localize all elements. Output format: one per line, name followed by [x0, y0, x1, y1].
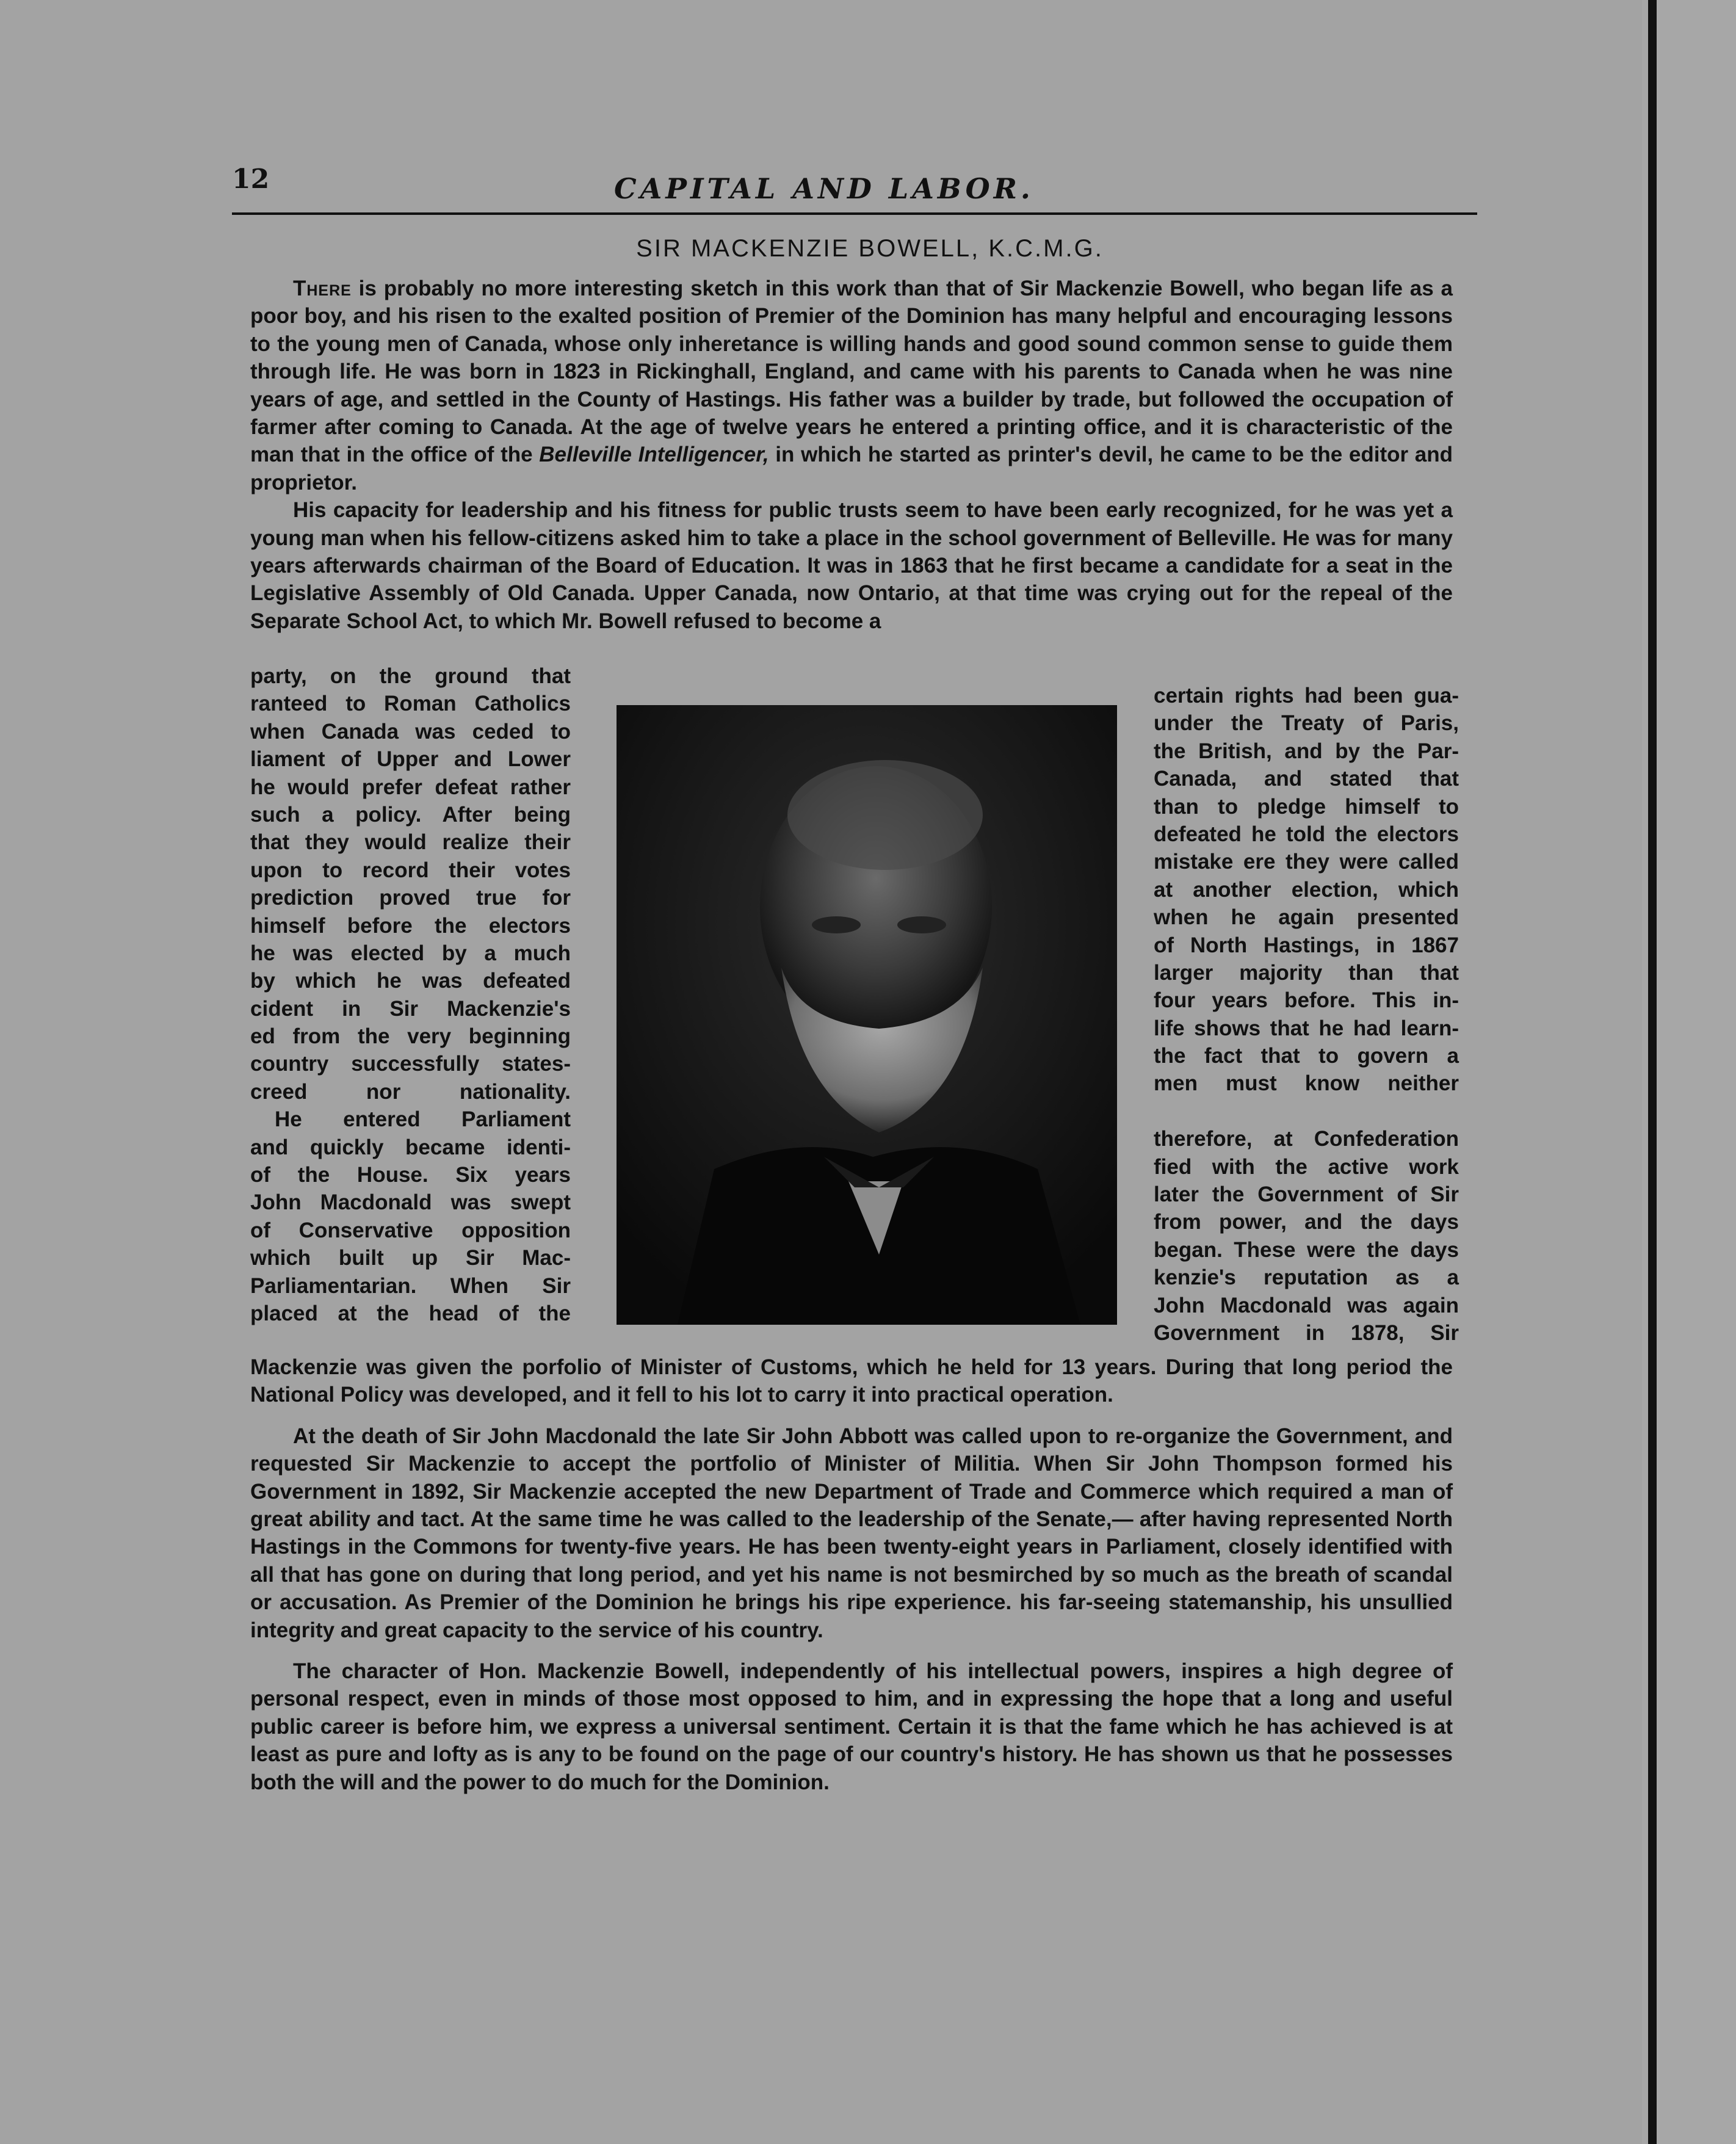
column-line: under the Treaty of Paris,: [1154, 711, 1459, 736]
column-line: upon to record their votes: [250, 858, 571, 882]
right-column: [1154, 682, 1459, 1347]
intro-paragraphs: [250, 275, 1453, 635]
drop-word: There: [293, 277, 352, 300]
column-line: the fact that to govern a: [1154, 1044, 1459, 1068]
column-line: John Macdonald was again: [1154, 1293, 1459, 1317]
column-line: four years before. This in-: [1154, 988, 1459, 1013]
column-line: Parliamentarian. When Sir: [250, 1273, 571, 1298]
portrait-photo: [617, 705, 1117, 1325]
column-line: such a policy. After being: [250, 802, 571, 827]
column-line: liament of Upper and Lower: [250, 747, 571, 772]
portrait-image: [617, 705, 1117, 1325]
closing-paragraphs: [250, 1353, 1453, 1796]
column-line: [1154, 1098, 1459, 1125]
column-line: Government in 1878, Sir: [1154, 1320, 1459, 1345]
column-line: party, on the ground that: [250, 664, 571, 688]
column-line: defeated he told the electors: [1154, 822, 1459, 846]
column-line: began. These were the days: [1154, 1237, 1459, 1262]
column-line: life shows that he had learn-: [1154, 1016, 1459, 1040]
newspaper-name: Belleville Intelligencer,: [539, 443, 769, 467]
column-line: cident in Sir Mackenzie's: [250, 996, 571, 1021]
paragraph-after-portrait: Mackenzie was given the porfolio of Minister of Customs, which he held for 13 years. During that long period the National Policy was developed, and it fell to his lot to carry it into practical operation.: [250, 1355, 1453, 1407]
column-line: when he again presented: [1154, 905, 1459, 930]
paragraph-1: There is probably no more interesting sketch in this work than that of Sir Mackenzie Bowell, who began life as a poor boy, and his risen to the exalted position of Premier of the Dominion has many helpful and encouraging lessons to the young men of Canada, whose only inheretance is willing hands and good sound common sense to guide them through life. He was born in 1823 in Rickinghall, England, and came with his parents to Canada when he was nine years of age, and settled in the County of Hastings. His father was a builder by trade, but followed the occupation of farmer after coming to Canada. At the age of twelve years he entered a printing office, and it is characteristic of the man that in the office of the Belleville Intelligencer, in which he started as printer's devil, he came to be the editor and proprietor.: [250, 277, 1453, 494]
column-line: when Canada was ceded to: [250, 719, 571, 744]
article-title: SIR MACKENZIE BOWELL, K.C.M.G.: [636, 235, 1104, 262]
column-line: later the Government of Sir: [1154, 1182, 1459, 1207]
column-line: himself before the electors: [250, 913, 571, 938]
column-line: kenzie's reputation as a: [1154, 1266, 1459, 1290]
column-line: and quickly became identi-: [250, 1135, 571, 1159]
paragraph-2: His capacity for leadership and his fitness for public trusts seem to have been early recognized, for he was yet a young man when his fellow-citizens asked him to take a place in the school government of Belleville. He was for many years afterwards chairman of the Board of Education. It was in 1863 that he first became a candidate for a seat in the Legislative Assembly of Old Canada. Upper Canada, now Ontario, at that time was crying out for the repeal of the Separate School Act, to which Mr. Bowell refused to become a: [250, 498, 1453, 633]
column-line: prediction proved true for: [250, 886, 571, 910]
column-line: which built up Sir Mac-: [250, 1246, 571, 1270]
column-line: the British, and by the Par-: [1154, 739, 1459, 763]
column-line: of Conservative opposition: [250, 1218, 571, 1242]
column-line: at another election, which: [1154, 877, 1459, 902]
column-line: of North Hastings, in 1867: [1154, 933, 1459, 957]
column-line: larger majority than that: [1154, 960, 1459, 985]
column-line: from power, and the days: [1154, 1210, 1459, 1234]
column-line: men must know neither: [1154, 1071, 1459, 1096]
column-line: fied with the active work: [1154, 1154, 1459, 1179]
column-line: placed at the head of the: [250, 1301, 571, 1325]
column-line: ed from the very beginning: [250, 1024, 571, 1049]
header-rule: [232, 212, 1477, 215]
column-line: mistake ere they were called: [1154, 850, 1459, 874]
paragraph-4: The character of Hon. Mackenzie Bowell, independently of his intellectual powers, inspires a high degree of personal respect, even in minds of those most opposed to him, and in expressing the hope that a long and useful public career is before him, we express a universal sentiment. Certain it is that the fame which he has achieved is at least as pure and lofty as is any to be found on the page of our country's history. He has shown us that he possesses both the will and the power to do much for the Dominion.: [250, 1659, 1453, 1794]
column-line: creed nor nationality.: [250, 1079, 571, 1104]
column-line: therefore, at Confederation: [1154, 1127, 1459, 1151]
column-line: he was elected by a much: [250, 941, 571, 965]
column-line: Canada, and stated that: [1154, 767, 1459, 791]
left-column: [250, 662, 571, 1327]
running-head: CAPITAL AND LABOR.: [614, 172, 1034, 205]
column-line: that they would realize their: [250, 830, 571, 855]
column-line: certain rights had been gua-: [1154, 684, 1459, 708]
paragraph-3: At the death of Sir John Macdonald the late Sir John Abbott was called upon to re-organize the Government, and requested Sir Mackenzie to accept the portfolio of Minister of Militia. When Sir John Thompson formed his Government in 1892, Sir Mackenzie accepted the new Department of Trade and Commerce which required a man of great ability and tact. At the same time he was called to the leadership of the Senate,— after having represented North Hastings in the Commons for twenty-five years. He has been twenty-eight years in Parliament, closely identified with all that has gone on during that long period, and yet his name is not besmirched by so much as the breath of scandal or accusation. As Premier of the Dominion he brings his ripe experience. his far-seeing statemanship, his unsullied integrity and great capacity to the service of his country.: [250, 1424, 1453, 1642]
column-line: country successfully states-: [250, 1052, 571, 1076]
column-line: he would prefer defeat rather: [250, 775, 571, 799]
book-spine-shadow: [1648, 0, 1657, 2144]
column-line: by which he was defeated: [250, 969, 571, 993]
column-line: ranteed to Roman Catholics: [250, 692, 571, 716]
column-line: than to pledge himself to: [1154, 794, 1459, 819]
page-number: 12: [232, 164, 270, 195]
column-line: John Macdonald was swept: [250, 1190, 571, 1215]
column-line: He entered Parliament: [275, 1107, 571, 1132]
column-line: of the House. Six years: [250, 1163, 571, 1187]
